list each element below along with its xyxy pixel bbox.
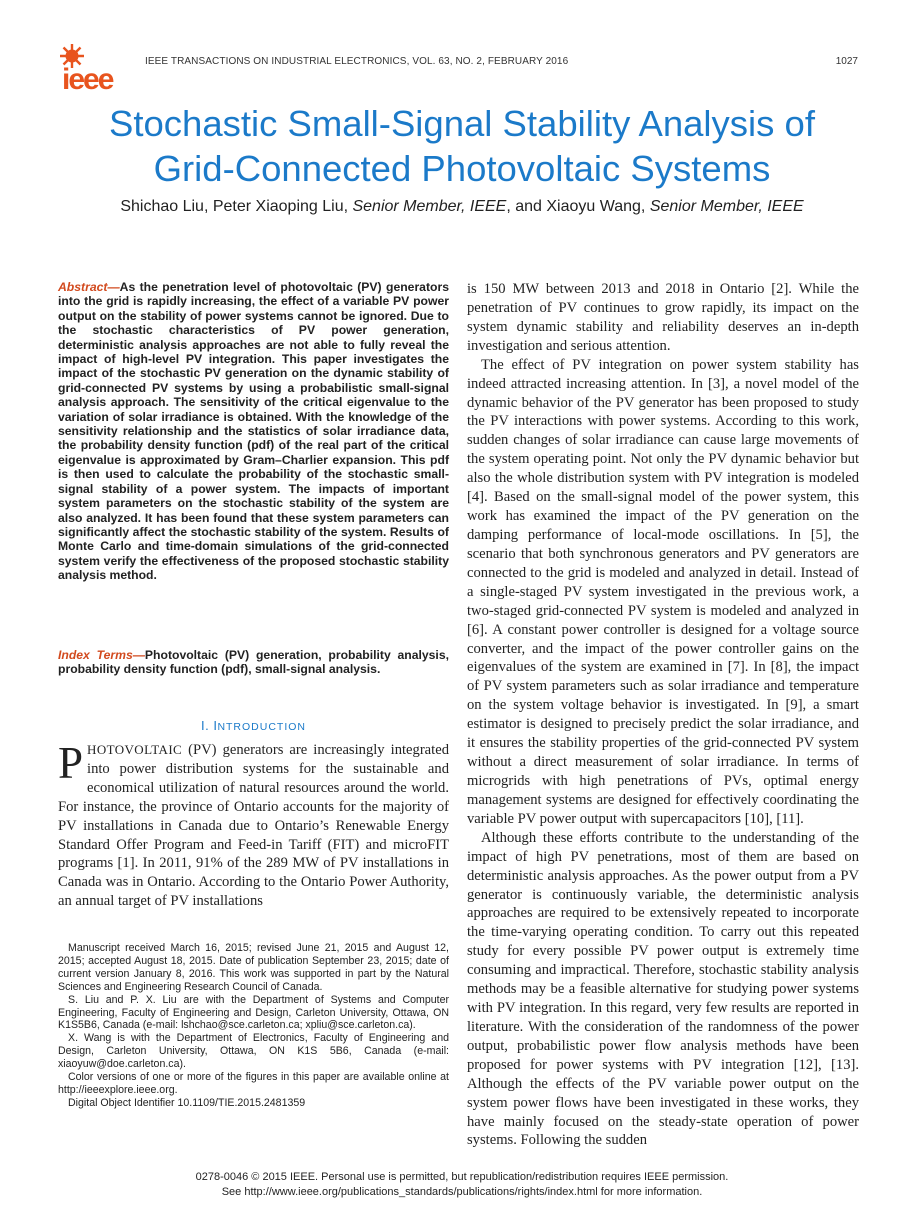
footnote-color-versions: Color versions of one or more of the figures in this paper are available online at http://ieeexplore.ieee.org. [58,1071,449,1096]
author-role-1: Senior Member, IEEE [352,198,507,215]
footnote-doi: Digital Object Identifier 10.1109/TIE.2015.2481359 [68,1096,306,1109]
author-role-2: Senior Member, IEEE [649,198,804,215]
intro-text: (PV) generators are increasingly integrated into power distribution systems for the sustainable and economical utilization of natural resources around the world. For instance, the province of Ontario accounts for the majority of PV installations in Canada due to Ontario’s Renewable Energy Standard Offer Program and Feed-in Tariff (FIT) and microFIT programs [1]. In 2011, 91% of the 289 MW of PV installations in Canada was in Ontario. According to the Ontario Power Authority, an annual target of PV installations [58,742,449,910]
abstract-text: As the penetration level of photovoltaic (PV) generators into the grid is rapidly increasing, the effect of a variable PV power output on the stability of power systems cannot be ignored. Due to the stochastic characteristics of PV power generation, deterministic analysis approaches are not able to fully reveal the impact of high-level PV integration. This paper investigates the impact of the stochastic PV generation on the dynamic stability of grid-connected PV systems by using a probabilistic small-signal analysis approach. The sensitivity of the critical eigenvalue to the variation of solar irradiance is obtained. With the knowledge of the sensitivity relationship and the statistics of solar irradiance data, the probability density function (pdf) of the real part of the critical eigenvalue is approximated by Gram–Charlier expansion. This pdf is then used to calculate the probability of the stochastic small-signal stability of a power system. The impacts of important system parameters on the stochastic stability of the system are also analyzed. It has been found that these system parameters can significantly affect the stochastic stability of the system. Results of Monte Carlo and time-domain simulations of the grid-connected system verify the effectiveness of the proposed stochastic stability analysis method. [58,280,449,583]
index-terms [58,648,449,677]
section-heading [58,718,449,733]
right-column [467,280,859,1150]
footnote-affiliation-1: S. Liu and P. X. Liu are with the Department of Systems and Computer Engineering, Faculty of Engineering and Design, Carleton University, Ottawa, ON K1S5B6, Canada (e-mail: lshchao@sce.carleton.ca; xpliu@sce.carleton.ca). [58,993,449,1032]
footnote-affiliation-2: X. Wang is with the Department of Electronics, Faculty of Engineering and Design, Carleton University, Ottawa, ON K1S 5B6, Canada (e-mail: xiaoyuw@doe.carleton.ca). [58,1032,449,1071]
ieee-logo [60,44,126,94]
body-paragraph: Although these efforts contribute to the understanding of the impact of high PV penetrations, most of them are based on deterministic analysis approaches. As the power output from a PV generator is continuously variable, the deterministic analysis approaches are required to be extensively repeated to incorporate the time-varying operating condition. To carry out this repeated study for every possible PV power output is extremely time consuming and impractical. Therefore, stochastic stability analysis methods may be a feasible alternative for studying power systems with PV integration. In this regard, very few results are reported in literature. With the consideration of the randomness of the power output, probabilistic power flow analysis methods have been proposed for power systems with PV integration [12], [13]. Although the effects of the PV variable power output on the system power flows have been investigated in these works, they have mainly focused on the steady-state operation of power systems. Following the sudden [467,829,859,1149]
page-number: 1027 [835,56,858,67]
running-head: IEEE TRANSACTIONS ON INDUSTRIAL ELECTRONICS, VOL. 63, NO. 2, FEBRUARY 2016 [145,56,569,67]
index-terms-dash: — [132,648,145,662]
section-number: I. [200,718,214,733]
author-names-2: , and Xiaoyu Wang, [506,198,650,215]
section-title-rest: NTRODUCTION [217,721,307,733]
copyright-notice [40,1170,884,1200]
body-paragraph: is 150 MW between 2013 and 2018 in Ontario [2]. While the penetration of PV continues to grow rapidly, its impact on the system dynamic stability and reliability deserves an in-depth investigation and serious attention. [467,281,859,354]
author-list [20,198,904,216]
title-line-1: Stochastic Small-Signal Stability Analysis of [109,103,815,144]
intro-smallcaps: HOTOVOLTAIC [87,742,183,757]
abstract [58,280,449,583]
abstract-label: Abstract [58,280,108,294]
abstract-dash: — [107,280,120,294]
drop-cap: P [58,738,84,788]
index-terms-label: Index Terms [58,648,133,662]
footnote-manuscript: Manuscript received March 16, 2015; revised June 21, 2015 and August 12, 2015; accepted August 18, 2015. Date of publication September 23, 2015; date of current version January 8, 2016. This work was supported in part by the Natural Sciences and Engineering Research Council of Canada. [58,942,449,993]
intro-paragraph [58,738,449,911]
section-title-first: I [213,718,218,733]
index-terms-text: Photovoltaic (PV) generation, probability analysis, probability density function (pdf), small-signal analysis. [58,648,449,677]
title-line-2: Grid-Connected Photovoltaic Systems [153,148,771,189]
author-names-1: Shichao Liu, Peter Xiaoping Liu, [120,198,353,215]
body-paragraph: The effect of PV integration on power system stability has indeed attracted increasing attention. In [3], a novel model of the dynamic behavior of the PV generator has been proposed to study the PV interactions with power systems. According to this work, sudden changes of solar irradiance can cause large movements of the system operating point. Not only the PV dynamic behavior but also the whole distribution system with PV integration is modeled [4]. Based on the small-signal model of the power system, this work has examined the impact of the PV generation on the damping performance of local-mode oscillations. In [5], the scenario that both synchronous generators and PV generators are connected to the grid is modeled and analyzed in detail. Instead of a single-staged PV system investigated in the previous work, a two-staged grid-connected PV system is modeled and analyzed in [6]. A constant power controller is designed for a voltage source converter, and the impact of the power controller gains on the eigenvalues of the system are examined in [7]. In [8], the impact of PV system parameters such as solar irradiance and temperature on the system voltage behavior is investigated. In [9], a smart estimator is designed to precisely predict the solar irradiance, and it ensures the stability properties of the grid-connected PV system without a direct measurement of solar irradiance. In terms of microgrids with high penetrations of PVs, optimal energy management systems are designed for effectively coordinating the variable PV power output with supercapacitors [10], [11]. [467,356,859,827]
ieee-logo-wordmark: ieee [62,63,113,94]
copyright-line-2: See http://www.ieee.org/publications_standards/publications/rights/index.html for more information. [221,1186,703,1198]
paper-title [40,101,884,191]
footnotes [58,942,449,1110]
copyright-line-1: 0278-0046 © 2015 IEEE. Personal use is permitted, but republication/redistribution requires IEEE permission. [195,1171,729,1183]
